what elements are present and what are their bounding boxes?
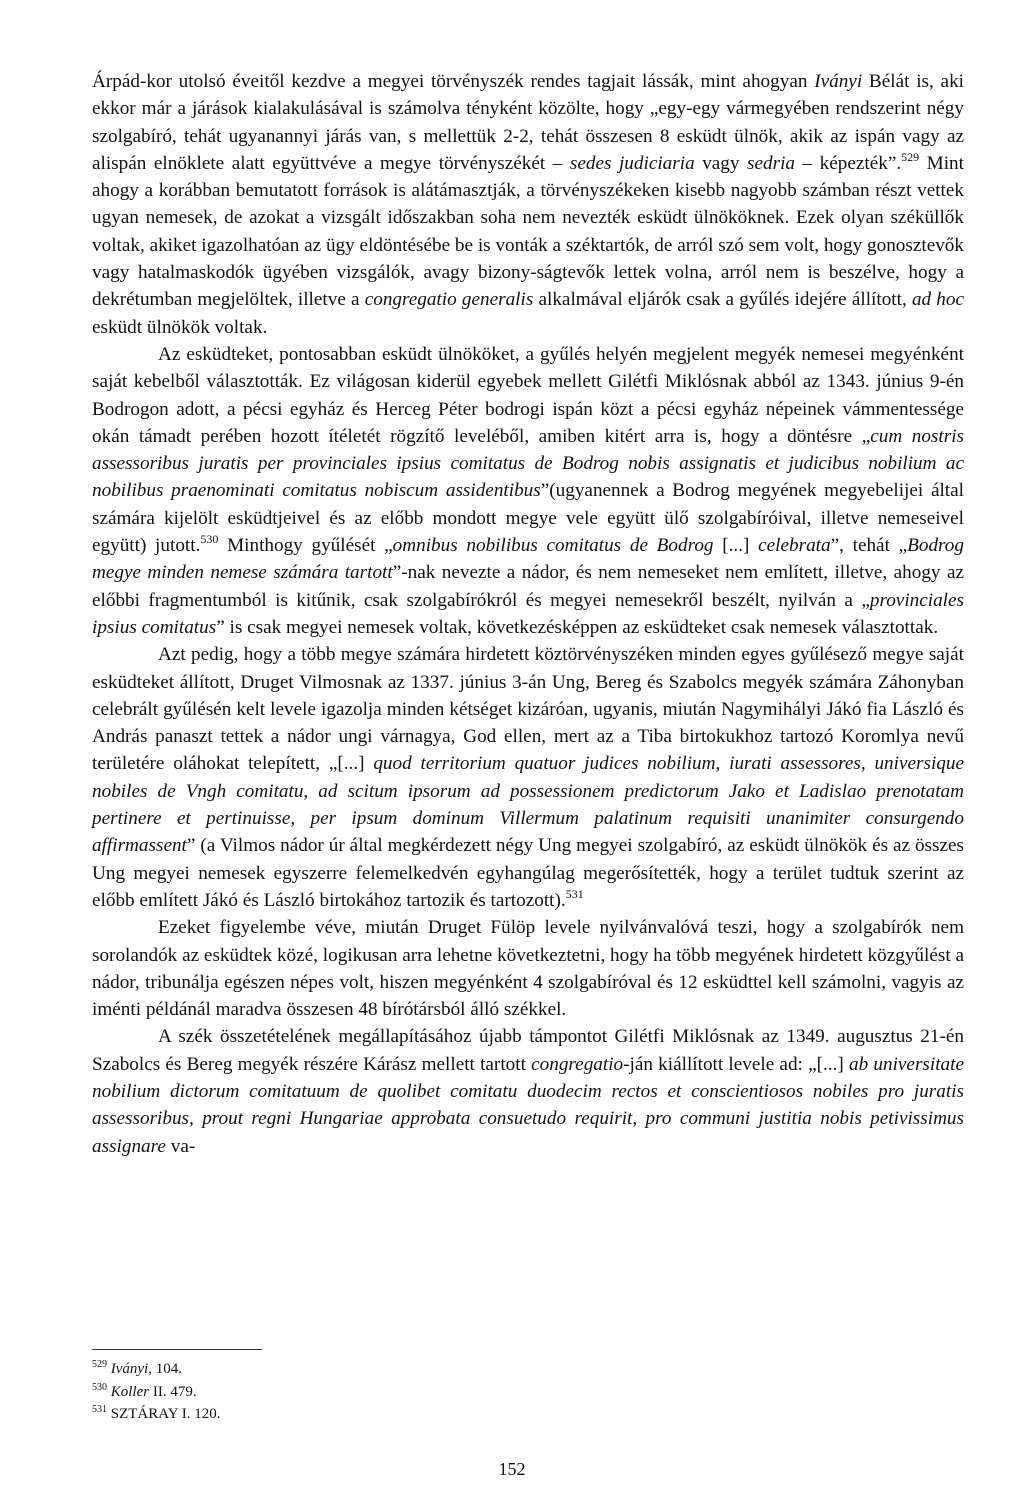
italic-span: quod territorium quatuor judices nobilium, iurati assessores, universique nobiles de Vngh comitatu, ad scitum ipsorum ad possessionem predictorum Jako et Ladislao prenotatam pertinere et pertinuisse, per ipsum dominum Villermum palatinum requisiti unanimiter consurgendo affirmassent [92,753,964,857]
page-number: 152 [498,1459,526,1479]
text-span: vagy [694,152,748,174]
text-span: Az esküdteket, pontosabban esküdt ülnököket, a gyűlés helyén megjelent megyék nemesei megyénként saját kebelből választották. Ez világosan kiderül egyebek mellett Gilétfi Miklósnak abból az 1343. június 9-én Bodrogon adott, a pécsi egyház és Herceg Péter bodrogi ispán közt a pécsi egyház népeinek vámmentessége okán támadt perében hozott ítéletét rögzítő leveléből, amiben kitért arra is, hogy a döntésre „ [92,343,964,447]
paragraph [92,914,964,1023]
footnote-divider [92,1349,262,1350]
italic-span: Iványi [814,71,863,92]
italic-span: cum nostris assessoribus juratis per provinciales ipsius comitatus de Bodrog nobis assignatis et judicibus nobilium ac nobilibus praenominati comitatus nobiscum assidentibus [92,425,964,502]
footnote-number: 530 [92,1381,107,1393]
footnotes [92,1358,220,1426]
text-span: alkalmával eljárók csak a gyűlés idejére állított, [533,289,912,311]
text-span: II. 479. [149,1383,197,1400]
text-span: [...] [713,535,759,557]
italic-span: omnibus nobilibus comitatus de Bodrog [392,535,714,557]
text-span: esküdt ülnökök voltak. [92,316,268,338]
footnote [92,1381,220,1404]
text-span: ”(ugyanennek a Bodrog megyének megyebelijei által számára kijelölt esküdtjeivel és az előbb mondott megye vele együtt ülő szolgabíróival, illetve nemeseivel együtt) jutott. [92,480,964,557]
paragraph [92,641,964,914]
paragraph [92,1023,964,1159]
text-span: Azt pedig, hogy a több megye számára hirdetett köztörvényszéken minden egyes gyűlésező megye saját esküdteket állított, Druget Vilmosnak az 1337. június 3-án Ung, Bereg és Szabolcs megyék számára Záhonyban celebrált gyűlésén kelt levele igazolja minden kétséget kizáróan, ugyanis, miután Nagymihályi Jákó fia László és András panaszt tettek a nádor ungi várnagya, God ellen, mert az a Tiba birtokukhoz tartozó Koromlya nevű területére oláhokat telepített, „[...] [92,644,964,775]
text-span: SZTÁRAY I. 120. [110,1406,221,1422]
page-body [92,68,964,1160]
text-span: , 104. [148,1361,182,1377]
italic-span: Koller [110,1383,150,1400]
text-span: ” is csak megyei nemesek voltak, következésképpen az esküdteket csak nemesek választottak. [216,616,939,638]
text-span: Árpád-kor utolsó éveitől kezdve a megyei törvényszék rendes tagjait lássák, mint ahogyan [92,71,815,92]
paragraph [92,341,964,641]
text-span: – képezték”. [795,152,902,174]
italic-span: sedes judiciaria [569,152,695,174]
text-span: ”-nak nevezte a nádor, és nem nemeseket nem említett, illetve, ahogy az előbbi fragmentumból is kitűnik, csak szolgabírókról és megyei nemesekről beszélt, nyilván a „ [92,562,964,611]
footnote-ref: 530 [200,532,219,547]
italic-span: congregatio [531,1053,624,1075]
paragraph [92,68,964,341]
italic-span: ab universitate nobilium dictorum comitatuum de quolibet comitatu duodecim rectos et conscientiosos nobiles pro juratis assessoribus, prout regni Hungariae approbata consuetudo requirit, pro communi justitia nobis petivissimus assignare [92,1053,964,1157]
italic-span: congregatio generalis [364,289,534,311]
italic-span: ad hoc [911,289,965,311]
text-span: ”, tehát „ [830,535,908,557]
italic-span: provinciales ipsius comitatus [92,589,964,638]
text-span: Bélát is, aki ekkor már a járások kialakulásával is számolva tényként közölte, hogy „egy-egy vármegyében rendszerint négy szolgabíró, tehát ugyanannyi járás van, s mellettük 2-2, tehát összesen 8 esküdt ülnök, akik az ispán vagy az alispán elnöklete alatt együttvéve a megye törvényszékét – [92,71,964,174]
text-span: -ján kiállított levele ad: „[...] [623,1053,849,1075]
italic-span: Iványi [110,1361,149,1377]
text-span: va- [165,1135,196,1157]
text-span: A szék összetételének megállapításához újabb támpontot Gilétfi Miklósnak az 1349. augusztus 21-én Szabolcs és Bereg megyék részére Kárász mellett tartott [92,1026,964,1075]
text-span: Mint ahogy a korábban bemutatott források is alátámasztják, a törvényszékeken kisebb nagyobb számban részt vettek ugyan nemesek, de azokat a vizsgált időszakban soha nem nevezték esküdt ülnököknek. Ezek olyan széküllők voltak, akiket igazolhatóan az ügy eldöntésébe be is vonták a széktartók, de arról szó sem volt, hogy gonosztevők vagy hatalmaskodók ügyében vizsgálók, avagy bizony-ságtevők lettek volna, arról nem is beszélve, hogy a dekrétumban megjelöltek, illetve a [92,152,964,311]
italic-span: sedria [747,152,795,174]
text-span: Minthogy gyűlését „ [218,535,393,557]
text-span: ” (a Vilmos nádor úr által megkérdezett négy Ung megyei szolgabíró, az esküdt ülnökök és az összes Ung megyei nemesek egyszerre felemelkedvén egyhangúlag megerősítették, hogy a terület tudtuk szerint az előbb említett Jákó és László birtokához tartozik és tartozott). [92,835,964,911]
footnote-number: 531 [92,1404,107,1415]
italic-span: Bodrog megye minden nemese számára tartott [92,535,964,584]
italic-span: celebrata [758,535,831,557]
footnote [92,1403,220,1426]
footnote-number: 529 [92,1359,107,1370]
footnote-ref: 531 [565,886,584,901]
text-span: Ezeket figyelembe véve, miután Druget Fülöp levele nyilvánvalóvá teszi, hogy a szolgabírók nem sorolandók az esküdtek közé, logikusan arra lehetne következtetni, hogy ha több megyének hirdetett közgyűlést a nádor, tribunálja egészen népes volt, hiszen megyénként 4 szolgabíróval és 12 esküdttel kell számolni, vagyis az iménti példánál maradva összesen 48 bírótársból álló székkel. [92,917,964,1021]
footnote-ref: 529 [901,149,920,164]
footnote [92,1358,220,1381]
